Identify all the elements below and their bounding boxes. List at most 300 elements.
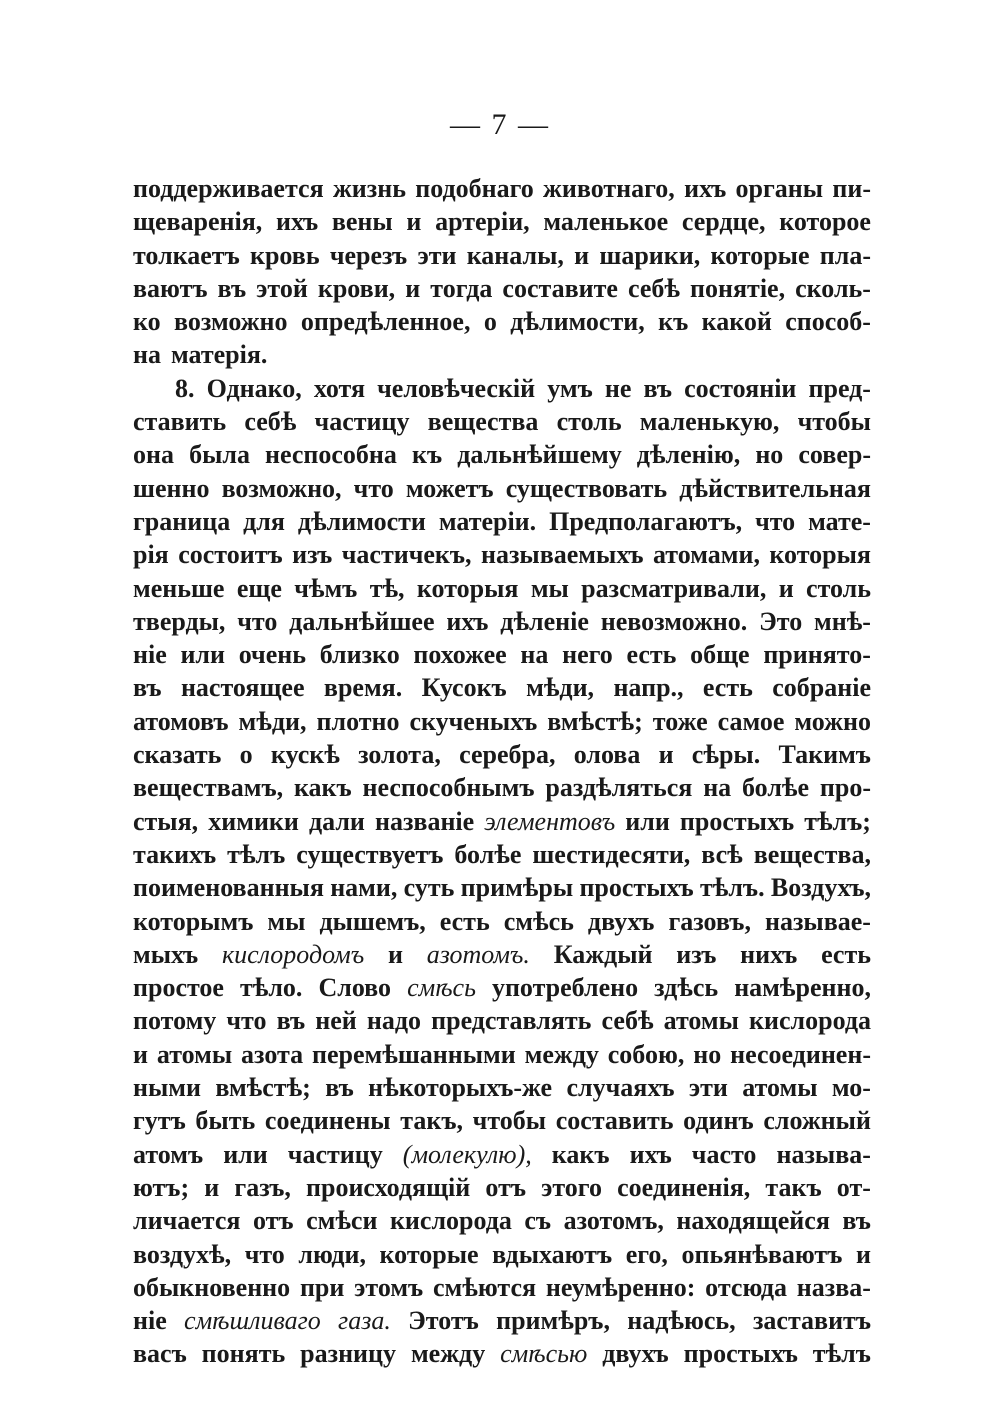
word: существуетъ bbox=[296, 839, 444, 869]
word: дышемъ, bbox=[319, 906, 426, 936]
word: мыхъ bbox=[133, 939, 199, 969]
word: что bbox=[353, 473, 394, 503]
word: ихъ bbox=[276, 207, 319, 237]
word: Кусокъ bbox=[421, 673, 507, 703]
word: щеваренія, bbox=[133, 207, 263, 237]
text-line bbox=[133, 671, 871, 704]
word: себѣ bbox=[627, 273, 680, 303]
word: сердце, bbox=[681, 207, 766, 237]
word: разсматривали, bbox=[581, 573, 767, 603]
word: Однако, bbox=[206, 373, 302, 403]
word: надо bbox=[366, 1006, 422, 1036]
word: или bbox=[625, 806, 670, 836]
word: частичекъ, bbox=[341, 540, 472, 570]
word: простое bbox=[133, 973, 224, 1003]
word: и bbox=[405, 273, 421, 303]
word: ставить bbox=[133, 407, 227, 437]
text-line bbox=[133, 1038, 871, 1071]
word: можетъ bbox=[405, 473, 494, 503]
word: смѣси bbox=[306, 1206, 378, 1236]
word: и bbox=[387, 939, 403, 969]
text-line bbox=[133, 438, 871, 471]
word: въ bbox=[133, 673, 162, 703]
word: болѣе bbox=[454, 839, 522, 869]
word: каналы, bbox=[466, 240, 564, 270]
word: вещества, bbox=[753, 839, 871, 869]
word: чтобы bbox=[472, 1106, 547, 1136]
word: какъ bbox=[293, 773, 352, 803]
word: матеріи. bbox=[438, 506, 537, 536]
word: рія bbox=[133, 540, 169, 570]
word: раздѣляться bbox=[545, 773, 693, 803]
word: мо- bbox=[831, 1073, 871, 1103]
text-line bbox=[133, 1104, 871, 1137]
word: вдыхаютъ bbox=[492, 1239, 613, 1269]
word: дѣйствительная bbox=[679, 473, 871, 503]
word: маленькое bbox=[543, 207, 669, 237]
word: еще bbox=[236, 573, 282, 603]
word: мнѣ- bbox=[814, 606, 871, 636]
word: составить bbox=[555, 1106, 674, 1136]
word: что bbox=[226, 1006, 267, 1036]
italic-word: элементовъ bbox=[484, 806, 616, 836]
word: и bbox=[658, 740, 674, 770]
word: есть bbox=[821, 939, 871, 969]
word: кровь bbox=[249, 240, 320, 270]
word: отъ bbox=[485, 1172, 526, 1202]
word: двухъ bbox=[602, 1339, 669, 1369]
word: случаяхъ bbox=[566, 1073, 675, 1103]
word: простыхъ bbox=[679, 806, 795, 836]
word: перемѣшанными bbox=[311, 1039, 516, 1069]
text-line bbox=[133, 1238, 871, 1271]
word: нихъ bbox=[740, 939, 798, 969]
word: и bbox=[204, 1172, 220, 1202]
text-line bbox=[133, 805, 871, 838]
word: время. bbox=[323, 673, 403, 703]
word: скученыхъ bbox=[409, 706, 538, 736]
italic-word: азотомъ. bbox=[426, 939, 530, 969]
text-line bbox=[133, 1204, 871, 1237]
word: такъ, bbox=[400, 1106, 463, 1136]
word: воздухѣ, bbox=[133, 1239, 232, 1269]
word: обще bbox=[690, 640, 750, 670]
word: отсюда bbox=[705, 1272, 787, 1302]
word: поддерживается bbox=[133, 174, 324, 203]
word: от- bbox=[836, 1172, 871, 1202]
word: происходящій bbox=[306, 1172, 471, 1202]
word: въ bbox=[276, 1006, 306, 1036]
word: ихъ bbox=[629, 1139, 672, 1169]
text-line bbox=[133, 1337, 871, 1370]
text-line bbox=[133, 172, 871, 205]
word: несоединен- bbox=[730, 1039, 871, 1069]
word: васъ bbox=[133, 1339, 187, 1369]
word: которыя bbox=[416, 573, 519, 603]
word: двухъ bbox=[587, 906, 655, 936]
word: личается bbox=[133, 1206, 241, 1236]
word: похожее bbox=[413, 640, 507, 670]
text-line bbox=[133, 838, 871, 871]
text-line bbox=[133, 205, 871, 238]
word: эти bbox=[417, 240, 457, 270]
word: ко bbox=[133, 307, 161, 337]
word: жизнь bbox=[332, 174, 406, 203]
word: столь bbox=[806, 573, 871, 603]
word: гутъ bbox=[133, 1106, 186, 1136]
word: пла- bbox=[819, 240, 871, 270]
word: чѣмъ bbox=[294, 573, 358, 603]
word: шарики, bbox=[599, 240, 701, 270]
word: что bbox=[237, 606, 278, 636]
text-line bbox=[133, 505, 871, 538]
word: олова bbox=[573, 740, 641, 770]
word: дальнѣйшему bbox=[457, 440, 622, 470]
word: отъ bbox=[252, 1206, 294, 1236]
word: состоитъ bbox=[178, 540, 283, 570]
word: него bbox=[562, 640, 613, 670]
word: всѣ bbox=[701, 839, 743, 869]
word: понять bbox=[201, 1339, 286, 1369]
body-text bbox=[133, 172, 871, 1371]
word: или bbox=[223, 1139, 268, 1169]
word: атомами, bbox=[652, 540, 760, 570]
word: ихъ bbox=[446, 606, 489, 636]
word: при bbox=[299, 1272, 345, 1302]
text-line bbox=[133, 1271, 871, 1304]
word: соединенія, bbox=[617, 1172, 751, 1202]
word: себѣ bbox=[244, 407, 297, 437]
word: тѣлъ bbox=[812, 1339, 871, 1369]
word: азота bbox=[241, 1039, 304, 1069]
word: находящейся bbox=[676, 1206, 830, 1236]
word: собою, bbox=[607, 1039, 685, 1069]
word: представлять bbox=[431, 1006, 592, 1036]
word: названіе bbox=[374, 806, 475, 836]
text-line bbox=[133, 738, 871, 771]
word: принято- bbox=[763, 640, 871, 670]
word: что bbox=[755, 506, 796, 536]
text-line bbox=[133, 705, 871, 738]
word: плотно bbox=[316, 706, 400, 736]
word: простыхъ bbox=[683, 1339, 798, 1369]
word: очень bbox=[238, 640, 306, 670]
word: смѣются bbox=[433, 1272, 537, 1302]
word: 8. bbox=[175, 373, 195, 403]
word: одинъ bbox=[683, 1106, 754, 1136]
word: атомъ bbox=[133, 1139, 204, 1169]
word: Этотъ bbox=[408, 1306, 479, 1336]
word: какой bbox=[701, 307, 772, 337]
word: близко bbox=[319, 640, 400, 670]
word: пред- bbox=[808, 373, 871, 403]
word: суть bbox=[403, 873, 455, 903]
word: невозможно. bbox=[600, 606, 748, 636]
word: въ bbox=[643, 373, 673, 403]
word: къ bbox=[412, 440, 443, 470]
word: сколь- bbox=[795, 273, 871, 303]
word: тѣло. bbox=[239, 973, 303, 1003]
text-line bbox=[133, 1304, 871, 1337]
word: толкаетъ bbox=[133, 240, 240, 270]
word: изъ bbox=[676, 939, 717, 969]
word: мате- bbox=[808, 506, 871, 536]
word: человѣческій bbox=[377, 373, 536, 403]
word: люди, bbox=[298, 1239, 366, 1269]
word: ихъ bbox=[684, 174, 727, 203]
italic-word: смѣшливаго bbox=[184, 1306, 321, 1336]
word: вмѣстѣ; bbox=[547, 706, 643, 736]
word: разницу bbox=[300, 1339, 397, 1369]
word: дѣленію, bbox=[636, 440, 741, 470]
italic-word: (молекулю), bbox=[402, 1139, 532, 1169]
word: къ bbox=[658, 307, 689, 337]
word: тѣлъ bbox=[227, 839, 286, 869]
word: сложный bbox=[763, 1106, 871, 1136]
word: маленькую, bbox=[639, 407, 780, 437]
word: употреблено bbox=[491, 973, 639, 1003]
word: черезъ bbox=[329, 240, 408, 270]
word: она bbox=[133, 440, 174, 470]
word: про- bbox=[819, 773, 871, 803]
word: опредѣленное, bbox=[300, 307, 471, 337]
word: для bbox=[243, 506, 285, 536]
word: возможно, bbox=[221, 473, 342, 503]
word: его, bbox=[625, 1239, 668, 1269]
word: называемыхъ bbox=[481, 540, 644, 570]
word: болѣе bbox=[742, 773, 810, 803]
word: собраніе bbox=[772, 673, 871, 703]
word: понятіе, bbox=[690, 273, 786, 303]
word: въ bbox=[217, 273, 247, 303]
word: умъ bbox=[547, 373, 593, 403]
word: шестидесяти, bbox=[532, 839, 691, 869]
word: нами, bbox=[330, 873, 398, 903]
word: назва- bbox=[796, 1272, 871, 1302]
word: въ bbox=[325, 1073, 354, 1103]
word: подобнаго bbox=[415, 174, 534, 203]
word: газъ, bbox=[234, 1172, 291, 1202]
word: и bbox=[855, 1239, 871, 1269]
word: вмѣстѣ; bbox=[215, 1073, 311, 1103]
word: тѣлъ; bbox=[804, 806, 871, 836]
word: атомы bbox=[663, 1006, 739, 1036]
word: крови, bbox=[317, 273, 396, 303]
word: на bbox=[520, 640, 549, 670]
word: между bbox=[410, 1339, 486, 1369]
word: чтобы bbox=[797, 407, 871, 437]
text-line bbox=[133, 1004, 871, 1037]
word: была bbox=[189, 440, 250, 470]
word: часто bbox=[691, 1139, 757, 1169]
italic-word: кислородомъ bbox=[221, 939, 365, 969]
word: тогда bbox=[430, 273, 493, 303]
word: и bbox=[406, 207, 422, 237]
word: Предполагаютъ, bbox=[549, 506, 743, 536]
word: атомы bbox=[156, 1039, 233, 1069]
word: здѣсь bbox=[654, 973, 719, 1003]
text-line bbox=[133, 305, 871, 338]
word: сѣры. bbox=[691, 740, 761, 770]
word: между bbox=[524, 1039, 599, 1069]
word: или bbox=[180, 640, 226, 670]
word: вещества bbox=[427, 407, 539, 437]
word: столь bbox=[556, 407, 622, 437]
word: стыя, bbox=[133, 806, 199, 836]
word: золота, bbox=[358, 740, 441, 770]
word: на bbox=[703, 773, 732, 803]
word: Каждый bbox=[553, 939, 653, 969]
word: на bbox=[133, 340, 161, 370]
text-line bbox=[133, 472, 871, 505]
word: и bbox=[574, 240, 590, 270]
word: азотомъ, bbox=[563, 1206, 664, 1236]
word: пи- bbox=[832, 174, 871, 203]
word: поименованныя bbox=[133, 873, 324, 903]
word: потому bbox=[133, 1006, 217, 1036]
word: мы bbox=[267, 906, 306, 936]
italic-word: смѣсь bbox=[407, 973, 476, 1003]
word: дали bbox=[308, 806, 365, 836]
word: эти bbox=[688, 1073, 728, 1103]
word: примѣръ, bbox=[496, 1306, 610, 1336]
text-line bbox=[133, 871, 871, 904]
word: которые bbox=[710, 240, 810, 270]
word: этого bbox=[541, 1172, 602, 1202]
word: частицу bbox=[314, 407, 410, 437]
text-line bbox=[133, 372, 871, 405]
word: кислорода bbox=[749, 1006, 871, 1036]
text-line bbox=[133, 272, 871, 305]
text-line bbox=[133, 1171, 871, 1204]
word: частицу bbox=[287, 1139, 383, 1169]
word: состояніи bbox=[684, 373, 797, 403]
word: тѣлъ. bbox=[699, 873, 765, 903]
word: обыкновенно bbox=[133, 1272, 291, 1302]
word: тоже bbox=[652, 706, 708, 736]
word: вены bbox=[331, 207, 393, 237]
word: неумѣренно: bbox=[545, 1272, 696, 1302]
word: артеріи, bbox=[435, 207, 530, 237]
text-line bbox=[133, 905, 871, 938]
word: Воздухъ, bbox=[770, 873, 871, 903]
italic-word: смѣсью bbox=[500, 1339, 588, 1369]
word: тѣ, bbox=[369, 573, 405, 603]
word: смѣсь bbox=[503, 906, 574, 936]
word: матерія. bbox=[170, 340, 268, 370]
text-line bbox=[133, 538, 871, 571]
word: намѣренно, bbox=[734, 973, 871, 1003]
word: Слово bbox=[318, 973, 392, 1003]
word: меньше bbox=[133, 573, 225, 603]
text-line bbox=[133, 405, 871, 438]
word: неспособнымъ bbox=[362, 773, 535, 803]
word: мѣди, bbox=[526, 673, 595, 703]
italic-word: газа. bbox=[338, 1306, 391, 1336]
word: ніе bbox=[133, 1306, 167, 1336]
word: существовать bbox=[505, 473, 668, 503]
word: атомовъ bbox=[133, 706, 229, 736]
word: животнаго, bbox=[543, 174, 675, 203]
text-line bbox=[133, 1138, 871, 1171]
word: веществамъ, bbox=[133, 773, 284, 803]
word: дѣлимости, bbox=[510, 307, 645, 337]
text-line bbox=[133, 239, 871, 272]
text-line bbox=[133, 605, 871, 638]
word: которыя bbox=[769, 540, 871, 570]
word: ніе bbox=[133, 640, 167, 670]
word: граница bbox=[133, 506, 231, 536]
word: ными bbox=[133, 1073, 201, 1103]
word: изъ bbox=[292, 540, 333, 570]
word: есть bbox=[626, 640, 677, 670]
word: кислорода bbox=[389, 1206, 512, 1236]
word: съ bbox=[524, 1206, 552, 1236]
text-line bbox=[133, 938, 871, 971]
word: шенно bbox=[133, 473, 210, 503]
word: что bbox=[244, 1239, 285, 1269]
word: нѣкоторыхъ-же bbox=[368, 1073, 553, 1103]
word: совер- bbox=[798, 440, 871, 470]
word: о bbox=[239, 740, 253, 770]
word: быть bbox=[195, 1106, 256, 1136]
word: серебра, bbox=[459, 740, 556, 770]
word: дальнѣйшее bbox=[289, 606, 435, 636]
word: которымъ bbox=[133, 906, 254, 936]
word: такъ bbox=[765, 1172, 822, 1202]
word: есть bbox=[439, 906, 490, 936]
word: способ- bbox=[785, 307, 871, 337]
word: примѣры bbox=[460, 873, 574, 903]
word: но bbox=[755, 440, 784, 470]
word: которое bbox=[779, 207, 871, 237]
word: дѣлимости bbox=[297, 506, 426, 536]
word: неспособна bbox=[265, 440, 397, 470]
text-line bbox=[133, 771, 871, 804]
word: опьянѣваютъ bbox=[681, 1239, 843, 1269]
text-line bbox=[133, 1071, 871, 1104]
word: и bbox=[133, 1039, 148, 1069]
text-line bbox=[133, 971, 871, 1004]
word: соединены bbox=[264, 1106, 391, 1136]
word: самое bbox=[717, 706, 785, 736]
word: газовъ, bbox=[668, 906, 751, 936]
word: и bbox=[778, 573, 794, 603]
word: простыхъ bbox=[579, 873, 694, 903]
word: мѣди, bbox=[238, 706, 307, 736]
word: ней bbox=[315, 1006, 357, 1036]
word: органы bbox=[735, 174, 824, 203]
word: дѣленіе bbox=[500, 606, 589, 636]
word: настоящее bbox=[180, 673, 305, 703]
word: не bbox=[604, 373, 632, 403]
word: ваютъ bbox=[133, 273, 208, 303]
word: мы bbox=[530, 573, 569, 603]
word: которые bbox=[379, 1239, 479, 1269]
page-number: — 7 — bbox=[450, 108, 550, 141]
text-line bbox=[133, 572, 871, 605]
word: Это bbox=[759, 606, 803, 636]
word: хотя bbox=[313, 373, 366, 403]
word: но bbox=[693, 1039, 722, 1069]
word: есть bbox=[702, 673, 753, 703]
word: называе- bbox=[764, 906, 871, 936]
word: этомъ bbox=[354, 1272, 424, 1302]
text-line bbox=[133, 338, 871, 371]
word: ютъ; bbox=[133, 1172, 190, 1202]
word: напр., bbox=[613, 673, 684, 703]
word: Такимъ bbox=[778, 740, 871, 770]
